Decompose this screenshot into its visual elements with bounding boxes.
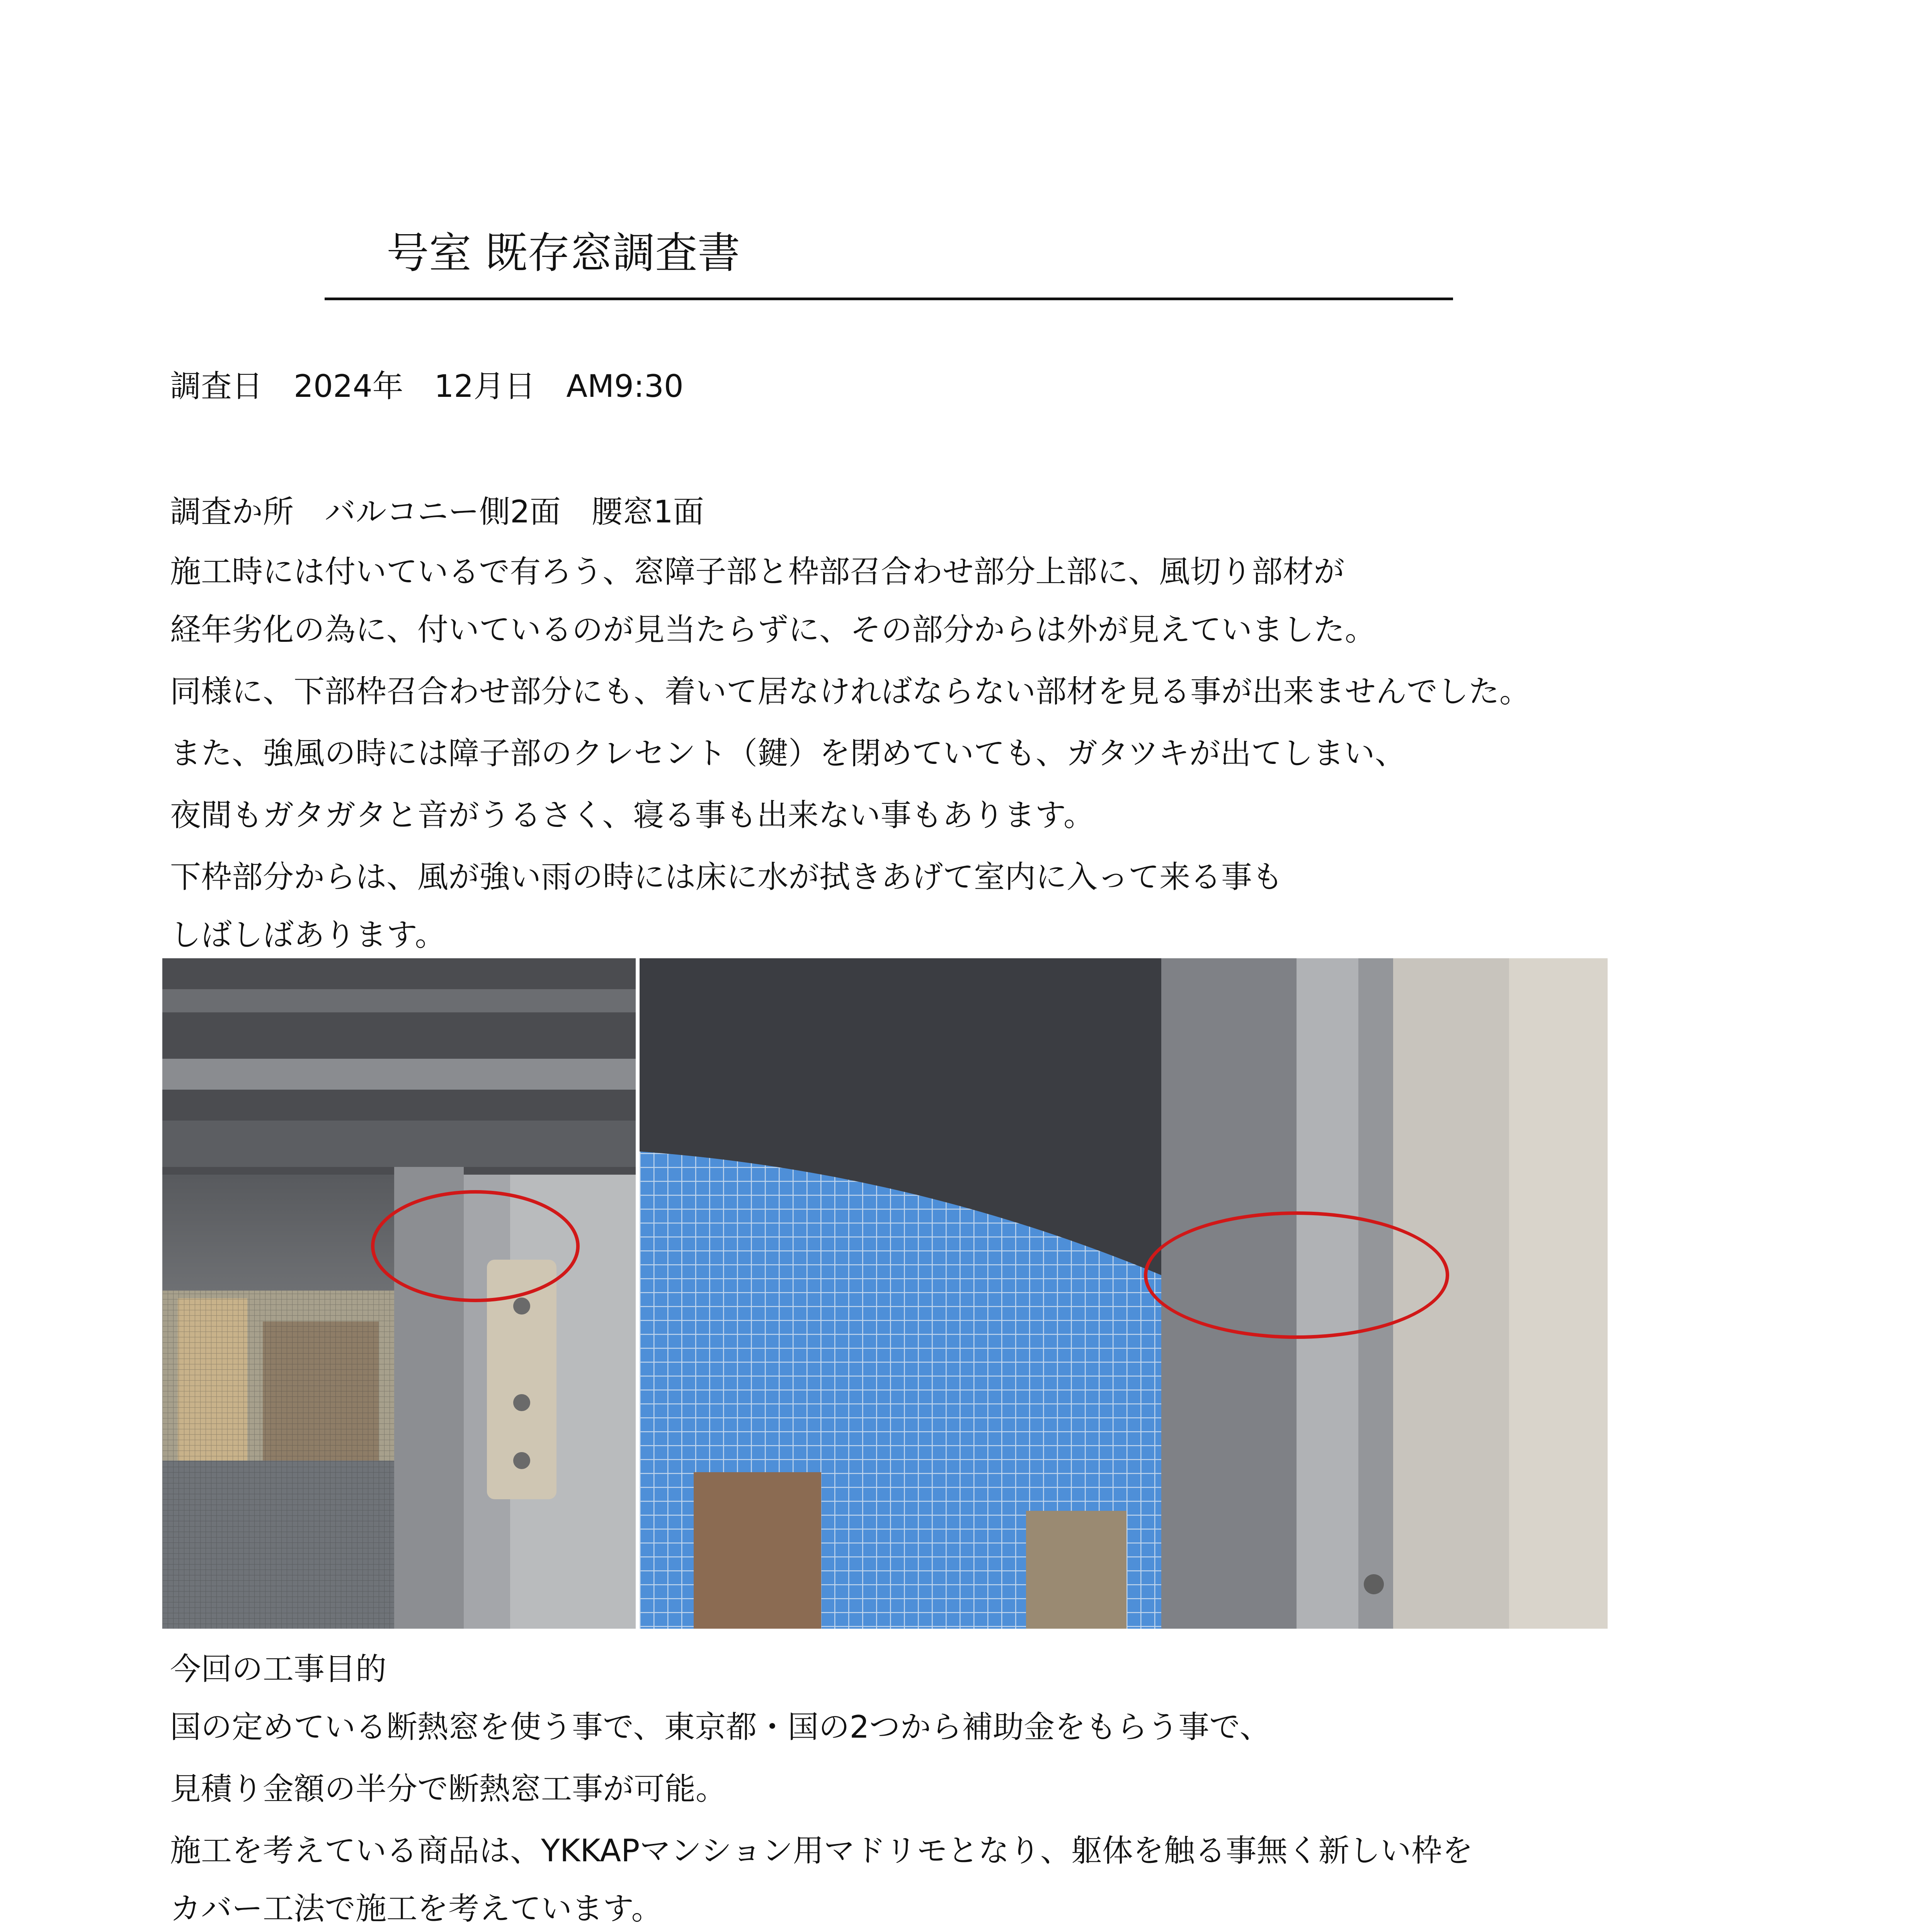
survey-location: 調査か所 バルコニー側2面 腰窓1面 (170, 494, 704, 530)
description-line: しばしばあります。 (170, 917, 446, 953)
window-photo-left (162, 958, 636, 1629)
window-photo-right (640, 958, 1608, 1629)
document-title: 号室 既存窓調査書 (386, 228, 740, 278)
purpose-line: 国の定めている断熱窓を使う事で、東京都・国の2つから補助金をもらう事で、 (170, 1709, 1271, 1745)
description-line: 同様に、下部枠召合わせ部分にも、着いて居なければならない部材を見る事が出来ませんでした。 (170, 676, 1530, 707)
purpose-line: 施工を考えている商品は、YKKAPマンション用マドリモとなり、躯体を触る事無く新しい枠を (170, 1833, 1473, 1869)
highlight-circle (1144, 1211, 1449, 1339)
highlight-circle (371, 1190, 580, 1302)
purpose-line: カバー工法で施工を考えています。 (170, 1891, 662, 1927)
description-line: 施工時には付いているで有ろう、窓障子部と枠部召合わせ部分上部に、風切り部材が (170, 554, 1345, 590)
description-line: 下枠部分からは、風が強い雨の時には床に水が拭きあげて室内に入って来る事も (170, 859, 1283, 895)
purpose-line: 見積り金額の半分で断熱窓工事が可能。 (170, 1771, 727, 1807)
description-line: 夜間もガタガタと音がうるさく、寝る事も出来ない事もあります。 (170, 797, 1094, 833)
description-line: また、強風の時には障子部のクレセント（鍵）を閉めていても、ガタツキが出てしまい、 (170, 735, 1406, 771)
description-line: 経年劣化の為に、付いているのが見当たらずに、その部分からは外が見えていました。 (170, 612, 1376, 648)
purpose-heading: 今回の工事目的 (170, 1651, 386, 1687)
title-underline (325, 298, 1453, 300)
survey-date: 調査日 2024年 12月日 AM9:30 (170, 368, 684, 404)
